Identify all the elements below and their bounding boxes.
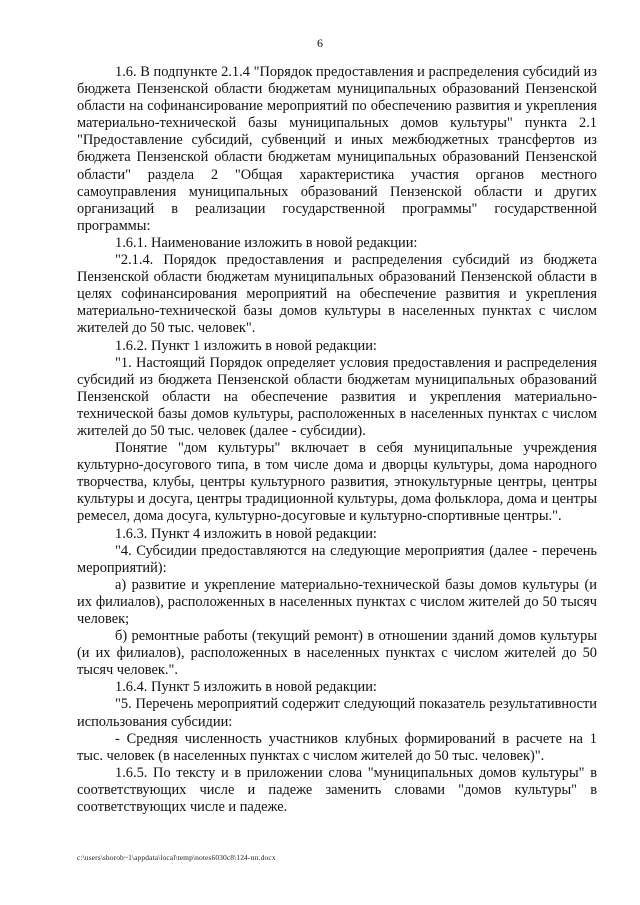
paragraph-indicator: - Средняя численность участников клубных формирований в расчете на 1 тыс. человек (в населенных пунктах с числом жителей до 50 тыс. человек)". bbox=[77, 730, 597, 764]
paragraph-1-6: 1.6. В подпункте 2.1.4 "Порядок предоставления и распределения субсидий из бюджета Пензенской области бюджетам муниципальных образований Пензенской области на софинансирование мероприятий по обеспечению развития и укрепления материально-технической базы муниципальных домов культуры" пункта 2.1 "Предоставление субсидий, субвенций и иных межбюджетных трансфертов из бюджета Пензенской области бюджетам муниципальных образований Пензенской области" раздела 2 "Общая характеристика участия органов местного самоуправления муниципальных образований Пензенской области и других организаций в реализации государственной программы" государственной программы: bbox=[77, 64, 597, 234]
document-body bbox=[77, 64, 597, 816]
paragraph-culture-house-definition: Понятие "дом культуры" включает в себя муниципальные учреждения культурно-досугового типа, в том числе дома и дворцы культуры, дома народного творчества, клубы, центры культурного развития, этнокультурные центры, центры культуры и досуга, центры традиционной культуры, дома фольклора, дома и центры ремесел, дома досуга, культурно-досуговые и культурно-спортивные центры.". bbox=[77, 440, 597, 525]
paragraph-1-6-1: 1.6.1. Наименование изложить в новой редакции: bbox=[115, 234, 418, 251]
paragraph-item-4-b: б) ремонтные работы (текущий ремонт) в отношении зданий домов культуры (и их филиалов), расположенных в населенных пунктах с числом жителей до 50 тысяч человек.". bbox=[77, 628, 597, 679]
paragraph-1-6-4: 1.6.4. Пункт 5 изложить в новой редакции: bbox=[115, 679, 377, 696]
page-number: 6 bbox=[317, 36, 323, 50]
paragraph-item-4: "4. Субсидии предоставляются на следующие мероприятия (далее - перечень мероприятий): bbox=[77, 542, 597, 576]
paragraph-1-6-5: 1.6.5. По тексту и в приложении слова "муниципальных домов культуры" в соответствующих числе и падеже заменить словами "домов культуры" в соответствующих числе и падеже. bbox=[77, 764, 597, 816]
paragraph-1-6-3: 1.6.3. Пункт 4 изложить в новой редакции: bbox=[115, 525, 377, 542]
footer-file-path: c:\users\shorob~1\appdata\local\temp\notes6030c8\124-пп.docx bbox=[77, 853, 276, 862]
paragraph-item-4-a: а) развитие и укрепление материально-технической базы домов культуры (и их филиалов), расположенных в населенных пунктах с числом жителей до 50 тысяч человек; bbox=[77, 576, 597, 627]
paragraph-item-5: "5. Перечень мероприятий содержит следующий показатель результативности использования субсидии: bbox=[77, 696, 597, 730]
paragraph-2-1-4: "2.1.4. Порядок предоставления и распределения субсидий из бюджета Пензенской области бюджетам муниципальных образований Пензенской области в целях софинансирования мероприятий на обеспечение развития и укрепления материально-технической базы домов культуры в населенных пунктах с числом жителей до 50 тыс. человек". bbox=[77, 252, 597, 337]
paragraph-item-1: "1. Настоящий Порядок определяет условия предоставления и распределения субсидий из бюджета Пензенской области бюджетам муниципальных образований Пензенской области на обеспечение развития и укрепления материально-технической базы домов культуры, расположенных в населенных пунктах с числом жителей до 50 тыс. человек (далее - субсидии). bbox=[77, 354, 597, 439]
paragraph-1-6-2: 1.6.2. Пункт 1 изложить в новой редакции: bbox=[115, 337, 377, 354]
